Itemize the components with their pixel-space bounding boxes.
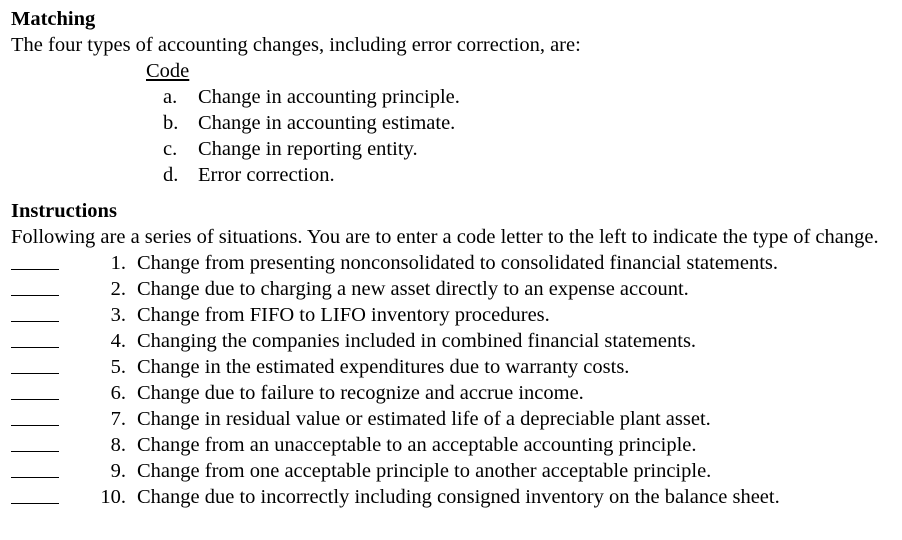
code-letter: b. (163, 112, 179, 134)
situation-number: 2. (110, 278, 126, 300)
situation-row (11, 276, 902, 302)
answer-blank[interactable] (11, 380, 59, 406)
situation-row (11, 432, 902, 458)
instructions-title: Instructions (11, 200, 117, 222)
code-label: Code (146, 60, 190, 82)
situation-text: Changing the companies included in combined financial statements. (137, 330, 697, 352)
situation-text: Change due to charging a new asset directly to an expense account. (137, 278, 689, 300)
code-text: Change in accounting principle. (198, 86, 460, 108)
instructions-text: Following are a series of situations. You are to enter a code letter to the left to indicate the type of change. (11, 226, 879, 248)
matching-title: Matching (11, 8, 96, 30)
situation-number: 7. (110, 408, 126, 430)
situation-list (11, 250, 902, 510)
situation-text: Change in residual value or estimated life of a depreciable plant asset. (137, 408, 711, 430)
code-letter: d. (163, 164, 179, 186)
situation-number: 6. (110, 382, 126, 404)
answer-blank[interactable] (11, 328, 59, 354)
code-item (146, 110, 902, 136)
situation-text: Change from one acceptable principle to another acceptable principle. (137, 460, 712, 482)
situation-row (11, 406, 902, 432)
answer-blank[interactable] (11, 458, 59, 484)
situation-number: 9. (110, 460, 126, 482)
answer-blank[interactable] (11, 432, 59, 458)
situation-number: 1. (110, 252, 126, 274)
code-item (146, 162, 902, 188)
situation-number: 10. (100, 486, 126, 508)
situation-row (11, 458, 902, 484)
situation-row (11, 328, 902, 354)
answer-blank[interactable] (11, 276, 59, 302)
code-text: Change in reporting entity. (198, 138, 418, 160)
code-item (146, 136, 902, 162)
situation-row (11, 250, 902, 276)
code-letter: c. (163, 138, 178, 160)
situation-row (11, 380, 902, 406)
answer-blank[interactable] (11, 406, 59, 432)
situation-number: 3. (110, 304, 126, 326)
code-text: Error correction. (198, 164, 335, 186)
situation-text: Change from an unacceptable to an acceptable accounting principle. (137, 434, 697, 456)
situation-row (11, 484, 902, 510)
situation-number: 5. (110, 356, 126, 378)
code-list (146, 58, 902, 188)
situation-text: Change due to failure to recognize and accrue income. (137, 382, 584, 404)
situation-text: Change from presenting nonconsolidated to consolidated financial statements. (137, 252, 779, 274)
answer-blank[interactable] (11, 484, 59, 510)
code-item (146, 84, 902, 110)
situation-number: 4. (110, 330, 126, 352)
code-text: Change in accounting estimate. (198, 112, 456, 134)
answer-blank[interactable] (11, 250, 59, 276)
code-letter: a. (163, 86, 178, 108)
situation-text: Change in the estimated expenditures due to warranty costs. (137, 356, 630, 378)
situation-text: Change from FIFO to LIFO inventory procedures. (137, 304, 550, 326)
answer-blank[interactable] (11, 354, 59, 380)
situation-text: Change due to incorrectly including consigned inventory on the balance sheet. (137, 486, 780, 508)
answer-blank[interactable] (11, 302, 59, 328)
matching-intro: The four types of accounting changes, including error correction, are: (11, 34, 581, 56)
situation-row (11, 354, 902, 380)
situation-row (11, 302, 902, 328)
situation-number: 8. (110, 434, 126, 456)
